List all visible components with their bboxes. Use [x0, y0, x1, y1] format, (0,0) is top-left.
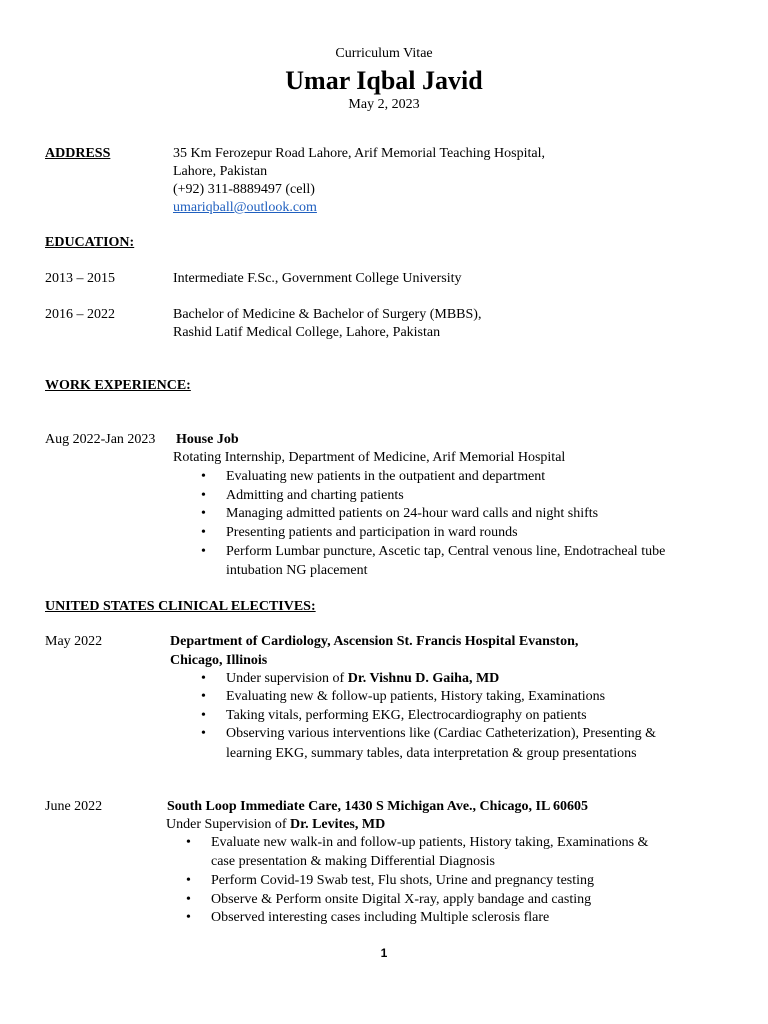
education-detail-1: Intermediate F.Sc., Government College University [173, 271, 462, 286]
work-experience-heading: WORK EXPERIENCE: [45, 378, 191, 393]
elective-supervision-2: Under Supervision of Dr. Levites, MD [166, 817, 386, 832]
list-item-continuation: case presentation & making Differential Diagnosis [211, 854, 495, 869]
list-item: • Presenting patients and participation in ward rounds [226, 524, 665, 543]
elective-dates-1: May 2022 [45, 634, 103, 649]
list-item: • Perform Lumbar puncture, Ascetic tap, Central venous line, Endotracheal tube [226, 543, 665, 562]
email-link[interactable]: umariqball@outlook.com [173, 200, 317, 215]
work-subtitle: Rotating Internship, Department of Medicine, Arif Memorial Hospital [173, 450, 566, 465]
work-duty-list [226, 468, 665, 562]
elective-duty-list-2 [211, 834, 648, 853]
electives-heading: UNITED STATES CLINICAL ELECTIVES: [45, 599, 316, 614]
elective-title-2: South Loop Immediate Care, 1430 S Michigan Ave., Chicago, IL 60605 [167, 799, 589, 814]
list-item: • Managing admitted patients on 24-hour ward calls and night shifts [226, 505, 665, 524]
education-years-2: 2016 – 2022 [45, 307, 115, 322]
education-years-1: 2013 – 2015 [45, 271, 115, 286]
elective-title-1: Department of Cardiology, Ascension St. Francis Hospital Evanston, [170, 634, 579, 649]
work-dates: Aug 2022-Jan 2023 [45, 432, 156, 447]
list-item: • Taking vitals, performing EKG, Electrocardiography on patients [226, 707, 656, 726]
candidate-name: Umar Iqbal Javid [285, 66, 483, 95]
list-item: • Perform Covid-19 Swab test, Flu shots, Urine and pregnancy testing [211, 872, 594, 891]
list-item: • Observed interesting cases including Multiple sclerosis flare [211, 909, 594, 928]
elective-duty-list-2b [211, 872, 594, 928]
phone-number: (+92) 311-8889497 (cell) [173, 182, 315, 197]
list-item-bullet: • [201, 671, 206, 686]
address-line-2: Lahore, Pakistan [173, 164, 268, 179]
supervisor-name: Dr. Vishnu D. Gaiha, MD [347, 671, 500, 686]
list-item: • Evaluating new patients in the outpatient and department [226, 468, 665, 487]
page-number: 1 [380, 946, 388, 960]
document-type: Curriculum Vitae [335, 46, 433, 61]
list-item: • Observing various interventions like (Cardiac Catheterization), Presenting & [226, 725, 656, 744]
education-detail-2: Bachelor of Medicine & Bachelor of Surgery (MBBS), [173, 307, 482, 322]
education-heading: EDUCATION: [45, 235, 135, 250]
list-item: • Observe & Perform onsite Digital X-ray, apply bandage and casting [211, 891, 594, 910]
list-item: • Evaluating new & follow-up patients, History taking, Examinations [226, 688, 656, 707]
address-line-1: 35 Km Ferozepur Road Lahore, Arif Memorial Teaching Hospital, [173, 146, 545, 161]
address-heading: ADDRESS [45, 146, 111, 161]
list-item: • Admitting and charting patients [226, 487, 665, 506]
list-item-continuation: intubation NG placement [226, 563, 368, 578]
supervisor-name: Dr. Levites, MD [290, 817, 386, 832]
list-item: • Evaluate new walk-in and follow-up patients, History taking, Examinations & [211, 834, 648, 853]
elective-dates-2: June 2022 [45, 799, 103, 814]
education-detail-2-line-2: Rashid Latif Medical College, Lahore, Pakistan [173, 325, 441, 340]
list-item-continuation: learning EKG, summary tables, data interpretation & group presentations [226, 746, 637, 761]
work-title: House Job [176, 432, 239, 447]
elective-duty-list-1 [226, 688, 656, 744]
elective-title-1-line-2: Chicago, Illinois [170, 653, 268, 668]
document-date: May 2, 2023 [348, 97, 420, 112]
elective-supervision-1: • Under supervision of Dr. Vishnu D. Gaiha, MD [201, 671, 500, 686]
